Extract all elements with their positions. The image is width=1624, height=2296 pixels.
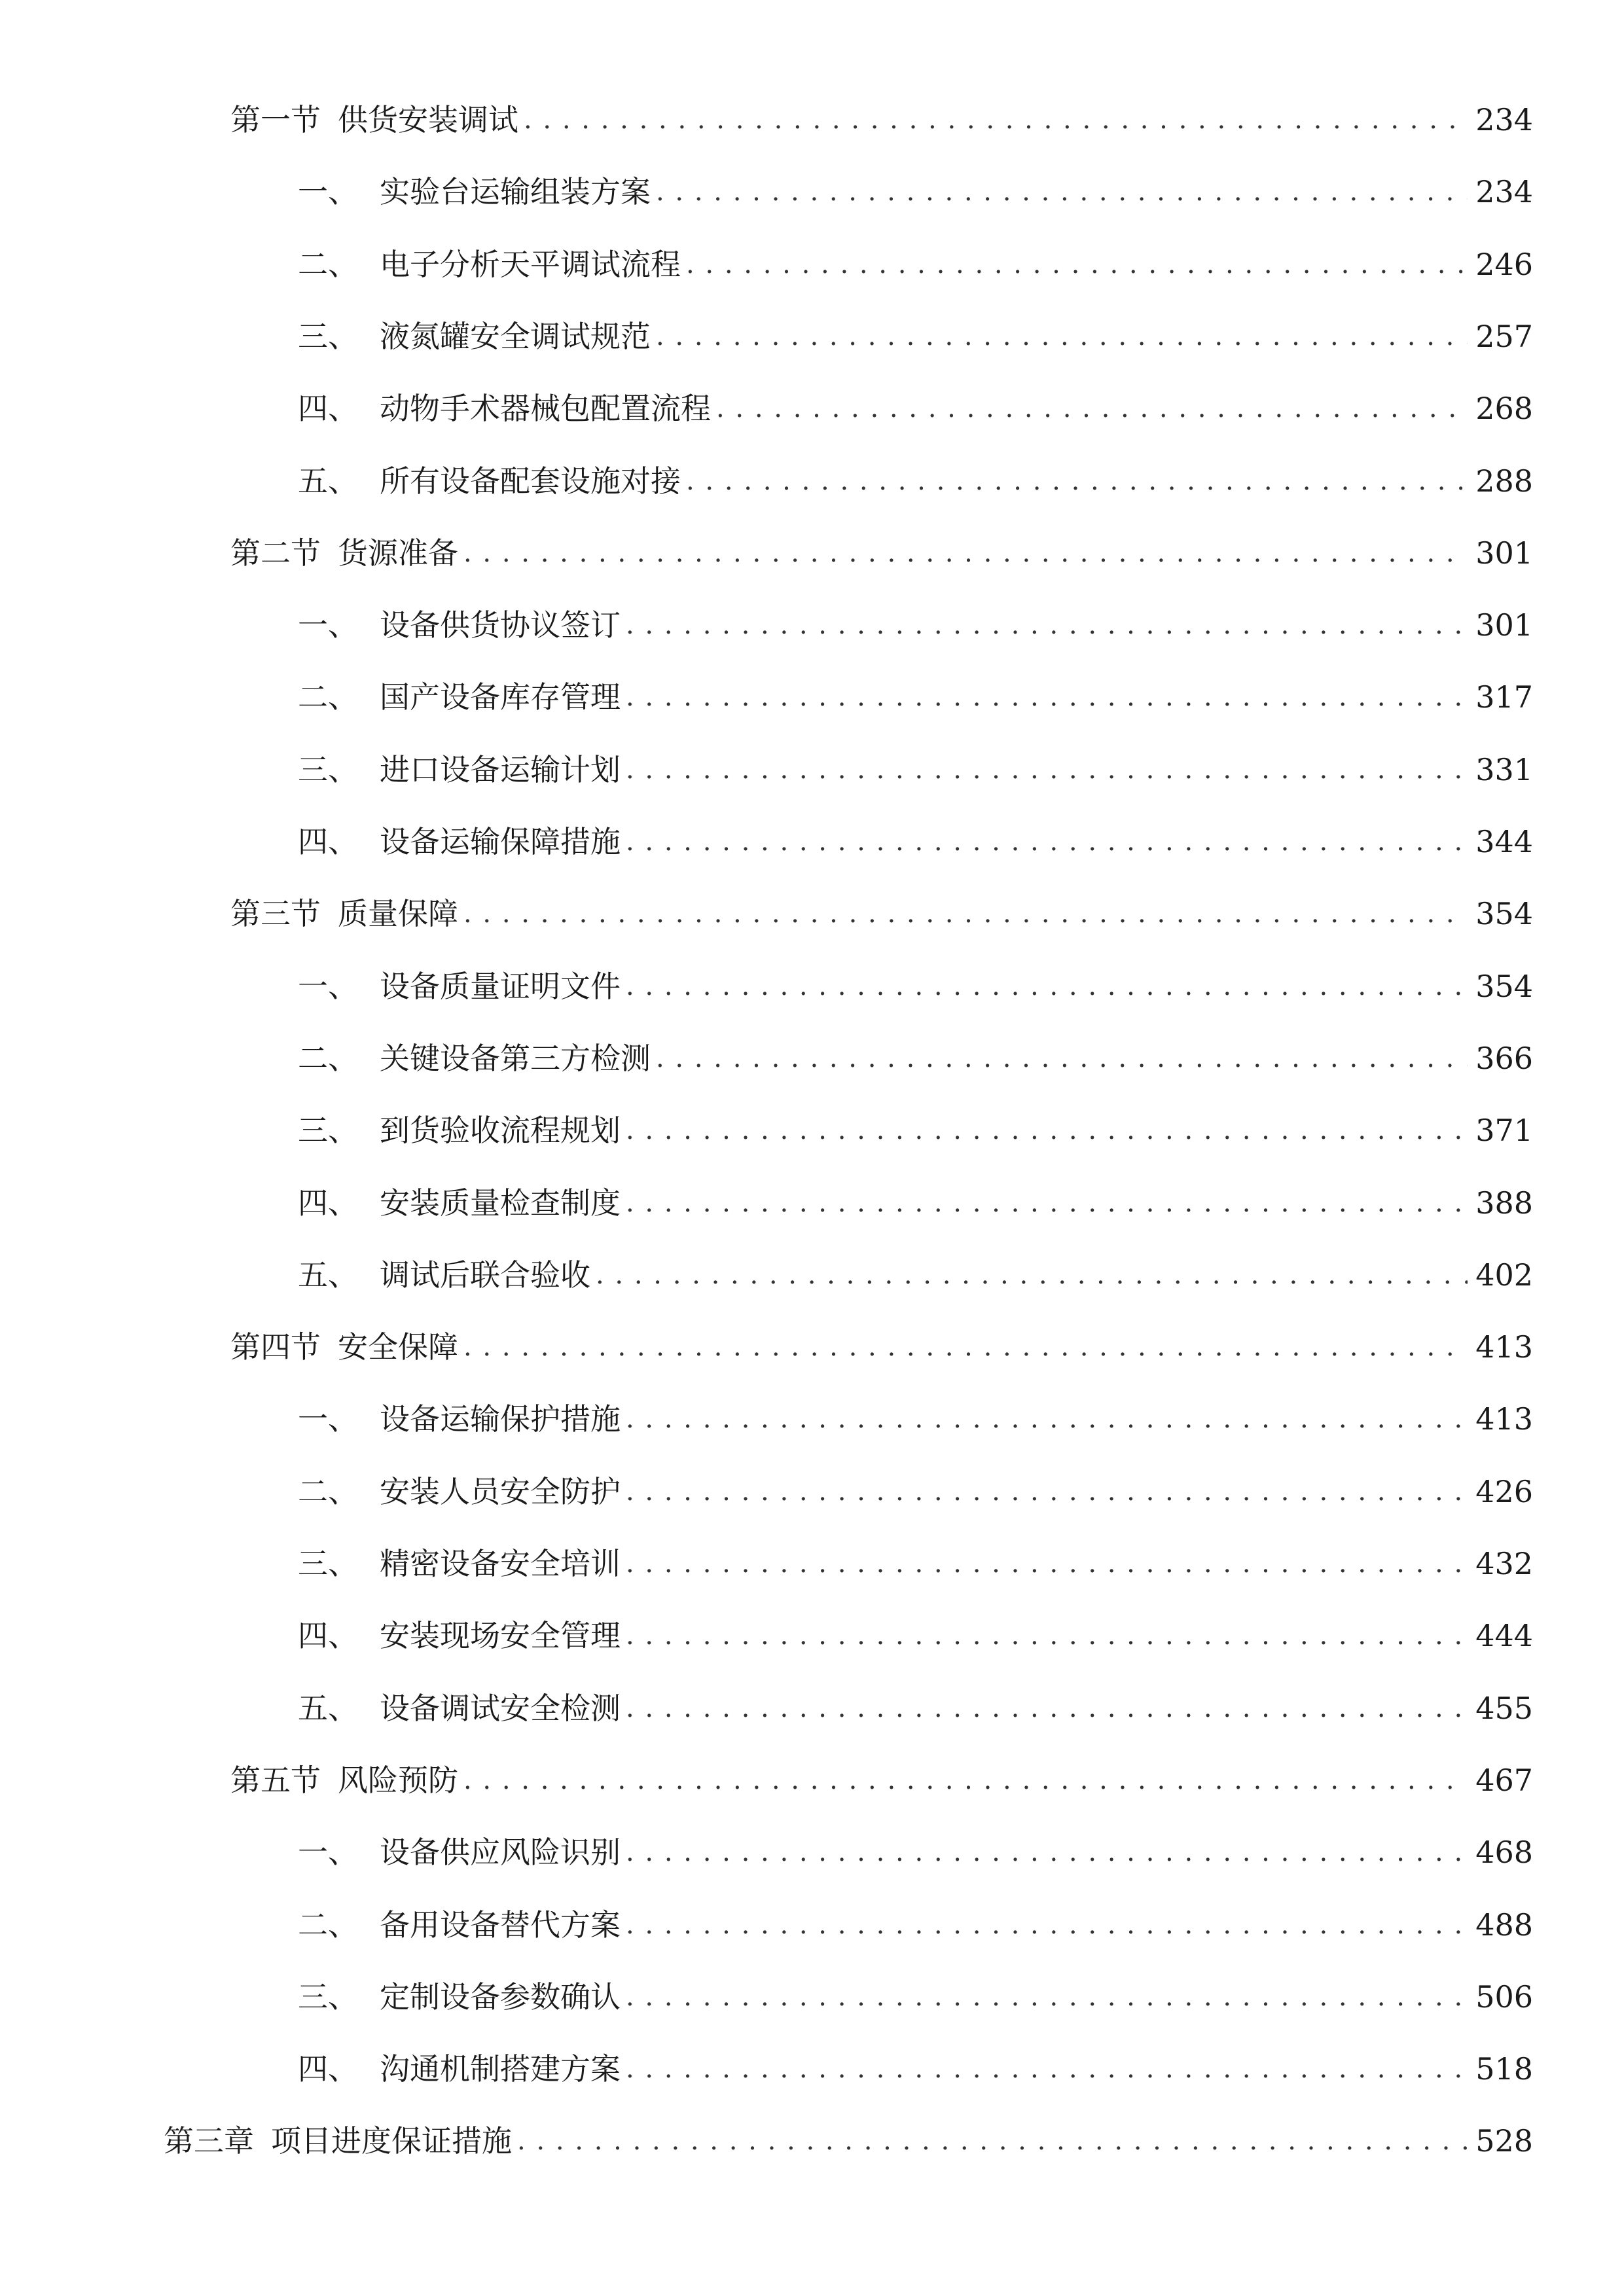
- toc-entry-number: 三、: [298, 1113, 358, 1148]
- toc-entry-number: 三、: [298, 752, 358, 787]
- toc-entry-title: 进口设备运输计划: [380, 752, 621, 787]
- dot-leader: [524, 94, 1468, 146]
- toc-entry-number: 四、: [298, 824, 358, 859]
- toc-entry-number: 五、: [298, 1257, 358, 1293]
- dot-leader: [656, 1032, 1468, 1085]
- toc-entry-number: 四、: [298, 2051, 358, 2087]
- dot-leader: [517, 2115, 1468, 2167]
- toc-entry-title: 国产设备库存管理: [380, 679, 621, 715]
- toc-entry-number: 一、: [298, 1835, 358, 1870]
- toc-entry-title: 备用设备替代方案: [380, 1907, 621, 1943]
- toc-entry-number: 第四节: [230, 1329, 321, 1365]
- toc-entry-title: 质量保障: [338, 896, 458, 931]
- toc-entry-title: 安全保障: [338, 1329, 458, 1365]
- dot-leader: [626, 816, 1468, 868]
- toc-entry-title: 安装现场安全管理: [380, 1618, 621, 1653]
- toc-entry-page-number: 354: [1475, 896, 1533, 931]
- toc-entry[interactable]: [230, 527, 1533, 579]
- dot-leader: [626, 1971, 1468, 2023]
- toc-entry-page-number: 402: [1475, 1257, 1533, 1293]
- toc-entry-title: 动物手术器械包配置流程: [380, 391, 711, 426]
- toc-entry-number: 二、: [298, 247, 358, 282]
- toc-entry[interactable]: [298, 455, 1533, 507]
- dot-leader: [626, 1609, 1468, 1662]
- toc-entry[interactable]: [230, 1754, 1533, 1806]
- toc-entry[interactable]: [230, 1321, 1533, 1373]
- toc-entry-page-number: 234: [1475, 102, 1533, 137]
- dot-leader: [626, 744, 1468, 796]
- toc-entry-title: 设备运输保护措施: [380, 1401, 621, 1437]
- toc-entry-number: 二、: [298, 679, 358, 715]
- toc-entry-number: 第三章: [164, 2123, 254, 2159]
- dot-leader: [626, 1826, 1468, 1878]
- toc-entry-title: 定制设备参数确认: [380, 1979, 621, 2015]
- toc-entry-title: 风险预防: [338, 1763, 458, 1798]
- dot-leader: [626, 1537, 1468, 1590]
- toc-entry-number: 第五节: [230, 1763, 321, 1798]
- toc-entry[interactable]: [298, 671, 1533, 723]
- toc-entry[interactable]: [298, 1537, 1533, 1590]
- toc-entry-page-number: 528: [1475, 2123, 1533, 2159]
- toc-entry-page-number: 268: [1475, 391, 1533, 426]
- toc-entry[interactable]: [298, 1971, 1533, 2023]
- dot-leader: [716, 382, 1468, 435]
- toc-entry-page-number: 388: [1475, 1185, 1533, 1221]
- toc-entry-title: 设备供货协议签订: [380, 607, 621, 643]
- toc-entry-page-number: 301: [1475, 607, 1533, 643]
- toc-entry-page-number: 331: [1475, 752, 1533, 787]
- toc-entry-number: 四、: [298, 1185, 358, 1221]
- toc-entry[interactable]: [164, 2115, 1533, 2167]
- toc-entry-page-number: 413: [1475, 1329, 1533, 1365]
- toc-entry-page-number: 488: [1475, 1907, 1533, 1943]
- toc-entry-page-number: 467: [1475, 1763, 1533, 1798]
- dot-leader: [626, 2043, 1468, 2095]
- toc-entry[interactable]: [298, 599, 1533, 651]
- toc-entry-page-number: 257: [1475, 319, 1533, 354]
- toc-entry-number: 第三节: [230, 896, 321, 931]
- toc-entry-page-number: 317: [1475, 679, 1533, 715]
- toc-entry-number: 四、: [298, 1618, 358, 1653]
- toc-entry-number: 三、: [298, 1546, 358, 1581]
- toc-entry-title: 设备调试安全检测: [380, 1691, 621, 1726]
- toc-entry-number: 一、: [298, 174, 358, 209]
- toc-entry-title: 货源准备: [338, 535, 458, 571]
- toc-entry-page-number: 426: [1475, 1474, 1533, 1509]
- toc-entry-title: 设备质量证明文件: [380, 969, 621, 1004]
- toc-entry-title: 调试后联合验收: [380, 1257, 590, 1293]
- toc-entry-title: 关键设备第三方检测: [380, 1041, 651, 1076]
- toc-entry-number: 第一节: [230, 102, 321, 137]
- toc-entry-page-number: 432: [1475, 1546, 1533, 1581]
- toc-entry-page-number: 506: [1475, 1979, 1533, 2015]
- toc-entry-page-number: 234: [1475, 174, 1533, 209]
- toc-entry-title: 安装质量检查制度: [380, 1185, 621, 1221]
- toc-entry-number: 一、: [298, 1401, 358, 1437]
- dot-leader: [626, 599, 1468, 651]
- toc-entry-title: 供货安装调试: [338, 102, 518, 137]
- toc-entry-title: 精密设备安全培训: [380, 1546, 621, 1581]
- dot-leader: [596, 1249, 1468, 1301]
- dot-leader: [626, 671, 1468, 723]
- dot-leader: [463, 888, 1468, 940]
- dot-leader: [626, 1899, 1468, 1951]
- toc-entry[interactable]: [298, 1393, 1533, 1445]
- toc-entry-title: 项目进度保证措施: [271, 2123, 512, 2159]
- toc-entry-number: 第二节: [230, 535, 321, 571]
- toc-entry-title: 设备供应风险识别: [380, 1835, 621, 1870]
- toc-entry[interactable]: [298, 1249, 1533, 1301]
- toc-entry-page-number: 413: [1475, 1401, 1533, 1437]
- dot-leader: [626, 1393, 1468, 1445]
- toc-entry[interactable]: [298, 1899, 1533, 1951]
- toc-entry-number: 二、: [298, 1041, 358, 1076]
- toc-entry-title: 到货验收流程规划: [380, 1113, 621, 1148]
- toc-entry-page-number: 288: [1475, 463, 1533, 499]
- toc-entry-number: 一、: [298, 607, 358, 643]
- toc-entry[interactable]: [298, 1682, 1533, 1734]
- toc-entry[interactable]: [230, 888, 1533, 940]
- toc-entry[interactable]: [298, 1826, 1533, 1878]
- toc-entry[interactable]: [298, 744, 1533, 796]
- toc-entry[interactable]: [230, 94, 1533, 146]
- dot-leader: [626, 1465, 1468, 1518]
- dot-leader: [656, 166, 1468, 218]
- toc-entry[interactable]: [298, 1177, 1533, 1229]
- toc-entry-number: 五、: [298, 463, 358, 499]
- toc-entry[interactable]: [298, 2043, 1533, 2095]
- toc-entry-page-number: 344: [1475, 824, 1533, 859]
- toc-entry[interactable]: [298, 382, 1533, 435]
- toc-entry-number: 四、: [298, 391, 358, 426]
- toc-entry-page-number: 455: [1475, 1691, 1533, 1726]
- toc-entry-title: 安装人员安全防护: [380, 1474, 621, 1509]
- toc-entry-title: 所有设备配套设施对接: [380, 463, 681, 499]
- toc-entry-number: 二、: [298, 1907, 358, 1943]
- toc-entry-title: 实验台运输组装方案: [380, 174, 651, 209]
- toc-entry[interactable]: [298, 1609, 1533, 1662]
- toc-entry-page-number: 468: [1475, 1835, 1533, 1870]
- dot-leader: [463, 1754, 1468, 1806]
- dot-leader: [686, 455, 1468, 507]
- toc-entry-title: 设备运输保障措施: [380, 824, 621, 859]
- toc-entry-page-number: 354: [1475, 969, 1533, 1004]
- toc-entry-number: 五、: [298, 1691, 358, 1726]
- dot-leader: [463, 527, 1468, 579]
- toc-entry-page-number: 371: [1475, 1113, 1533, 1148]
- dot-leader: [626, 1682, 1468, 1734]
- dot-leader: [656, 310, 1468, 363]
- dot-leader: [686, 238, 1468, 291]
- toc-entry-title: 液氮罐安全调试规范: [380, 319, 651, 354]
- toc-entry-page-number: 444: [1475, 1618, 1533, 1653]
- toc-entry[interactable]: [298, 166, 1533, 218]
- toc-entry[interactable]: [298, 238, 1533, 291]
- toc-entry-title: 电子分析天平调试流程: [380, 247, 681, 282]
- toc-entry-number: 一、: [298, 969, 358, 1004]
- toc-entry-page-number: 301: [1475, 535, 1533, 571]
- toc-entry-page-number: 366: [1475, 1041, 1533, 1076]
- toc-entry[interactable]: [298, 960, 1533, 1013]
- toc-entry[interactable]: [298, 1104, 1533, 1157]
- toc-entry[interactable]: [298, 1465, 1533, 1518]
- toc-entry-title: 沟通机制搭建方案: [380, 2051, 621, 2087]
- toc-entry[interactable]: [298, 1032, 1533, 1085]
- toc-entry[interactable]: [298, 310, 1533, 363]
- toc-entry-page-number: 246: [1475, 247, 1533, 282]
- toc-entry-number: 三、: [298, 1979, 358, 2015]
- dot-leader: [463, 1321, 1468, 1373]
- toc-entry[interactable]: [298, 816, 1533, 868]
- dot-leader: [626, 960, 1468, 1013]
- toc-entry-number: 三、: [298, 319, 358, 354]
- toc-entry-page-number: 518: [1475, 2051, 1533, 2087]
- dot-leader: [626, 1104, 1468, 1157]
- dot-leader: [626, 1177, 1468, 1229]
- toc-entry-number: 二、: [298, 1474, 358, 1509]
